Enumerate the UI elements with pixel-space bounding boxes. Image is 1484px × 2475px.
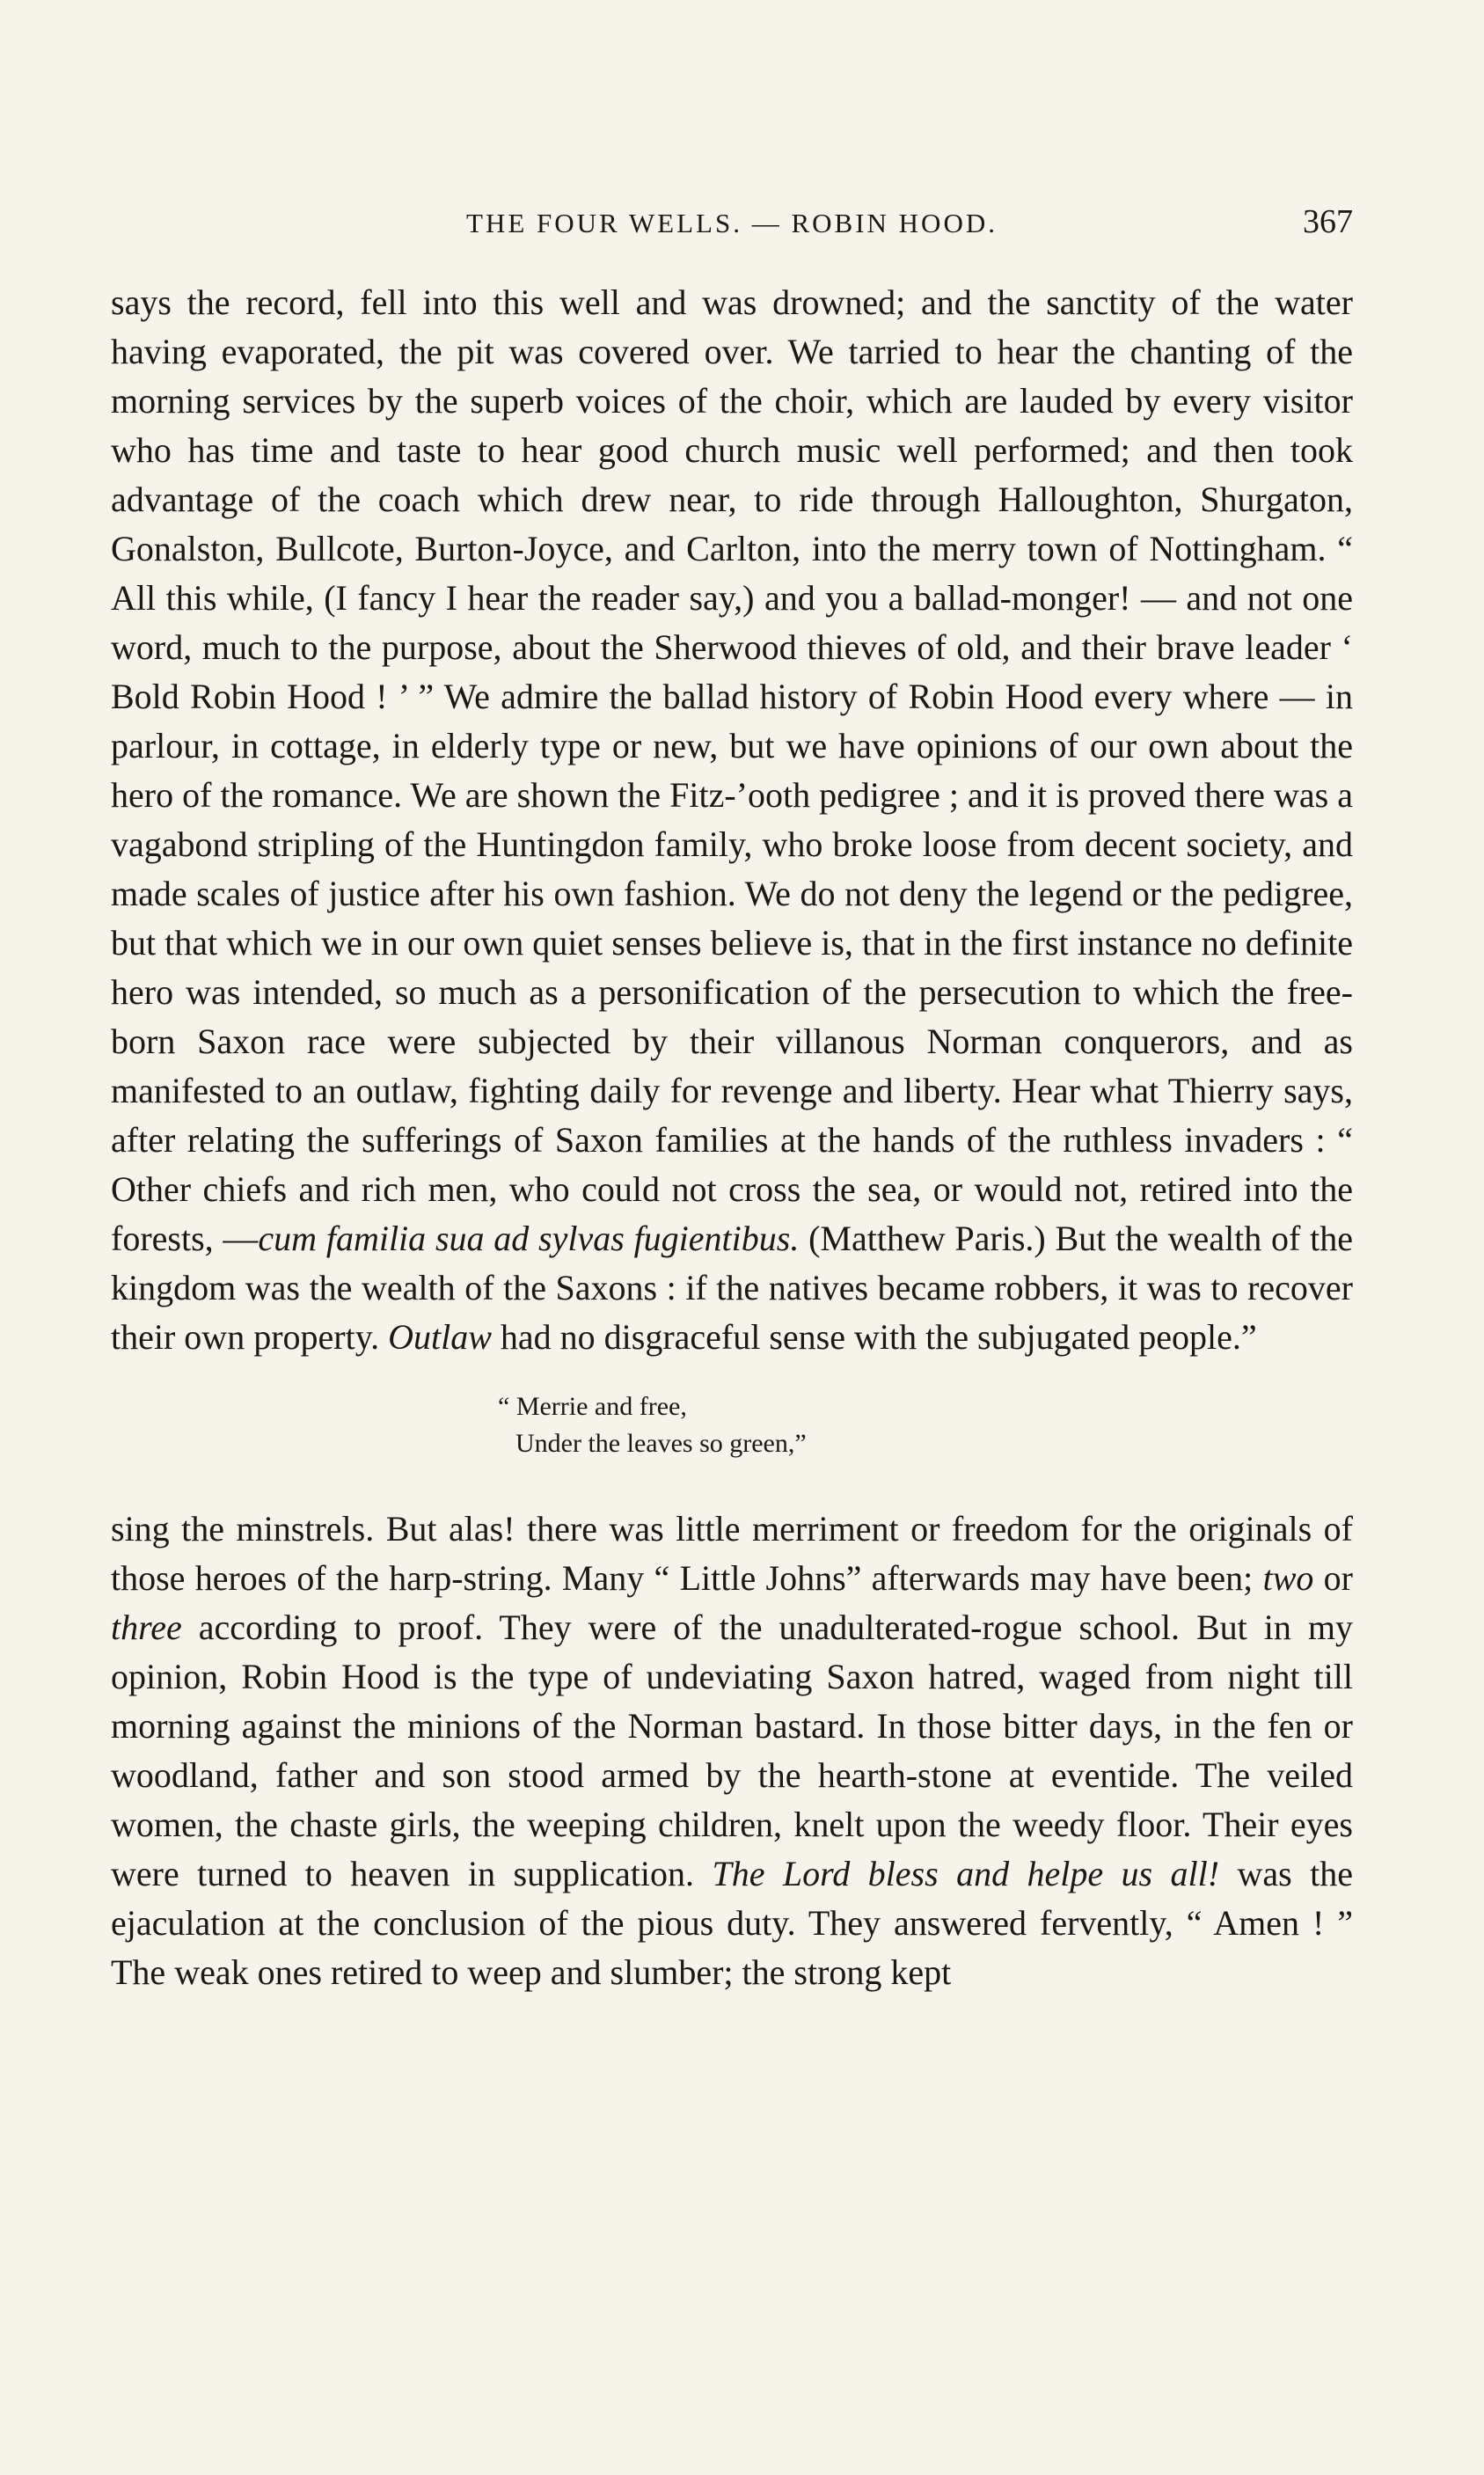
paragraph-2-text: sing the minstrels. But alas! there was little merriment or freedom for the originals of those heroes of the harp-string. Many “ Little Johns” afterwards may have been;	[111, 1509, 1353, 1598]
paragraph-2-text-or: or	[1313, 1558, 1353, 1598]
running-head: THE FOUR WELLS. — ROBIN HOOD.	[466, 208, 998, 238]
latin-quotation: cum familia sua ad sylvas fugientibus.	[258, 1219, 800, 1258]
paragraph-1-text: says the record, fell into this well and was drowned; and the sanctity of the water having evaporated, the pit was covered over. We tarried to hear the chanting of the morning services by the superb voices of the choir, which are lauded by every visitor who has time and taste to hear good church music well performed; and then took advantage of the coach which drew near, to ride through Halloughton, Shurgaton, Gonalston, Bullcote, Burton-Joyce, and Carlton, into the merry town of Nottingham. “ All this while, (I fancy I hear the reader say,) and you a ballad-monger! — and not one word, much to the purpose, about the Sherwood thieves of old, and their brave leader ‘ Bold Robin Hood ! ’ ” We admire the ballad history of Robin Hood every where — in parlour, in cottage, in elderly type or new, but we have opinions of our own about the hero of the romance. We are shown the Fitz-’ooth pedigree ; and it is proved there was a vagabond stripling of the Huntingdon family, who broke loose from decent society, and made scales of justice after his own fashion. We do not deny the legend or the pedigree, but that which we in our own quiet senses believe is, that in the first instance no definite hero was intended, so much as a personification of the persecution to which the free-born Saxon race were subjected by their villanous Norman conquerors, and as manifested to an outlaw, fighting daily for revenge and liberty. Hear what Thierry says, after relating the sufferings of Saxon families at the hands of the ruthless invaders : “ Other chiefs and rich men, who could not cross the sea, or would not, retired into the forests, —	[111, 282, 1353, 1258]
paragraph-2-text-continued: according to proof. They were of the unadulterated-rogue school. But in my opinion, Robin Hood is the type of undeviating Saxon hatred, waged from night till morning against the minions of the Norman bastard. In those bitter days, in the fen or woodland, father and son stood armed by the hearth-stone at eventide. The veiled women, the chaste girls, the weeping children, knelt upon the weedy floor. Their eyes were turned to heaven in supplication.	[111, 1607, 1353, 1893]
paragraph-2	[111, 1505, 1353, 1997]
paragraph-1	[111, 278, 1353, 1362]
prayer-quotation: The Lord bless and helpe us all!	[712, 1854, 1220, 1893]
paragraph-1-text-continued: (Matthew Paris.) But the wealth of the kingdom was the wealth of the Saxons : if the natives became robbers, it was to recover their own property.	[111, 1219, 1354, 1357]
paragraph-2-text-end: was the ejaculation at the conclusion of the pious duty. They answered fervently, “ Amen ! ” The weak ones retired to weep and slumber; the strong kept	[111, 1854, 1354, 1992]
verse-line-1: “ Merrie and free,	[498, 1392, 687, 1421]
body-text	[111, 278, 1353, 1997]
verse-line-2: Under the leaves so green,”	[515, 1429, 807, 1458]
page-number: 367	[1303, 203, 1353, 240]
outlaw-term: Outlaw	[388, 1317, 492, 1357]
verse-quotation	[498, 1388, 1353, 1462]
emphasis-two: two	[1262, 1558, 1314, 1598]
emphasis-three: three	[111, 1607, 182, 1647]
paragraph-1-text-end: had no disgraceful sense with the subjugated people.”	[491, 1317, 1257, 1357]
page-header	[111, 202, 1353, 255]
